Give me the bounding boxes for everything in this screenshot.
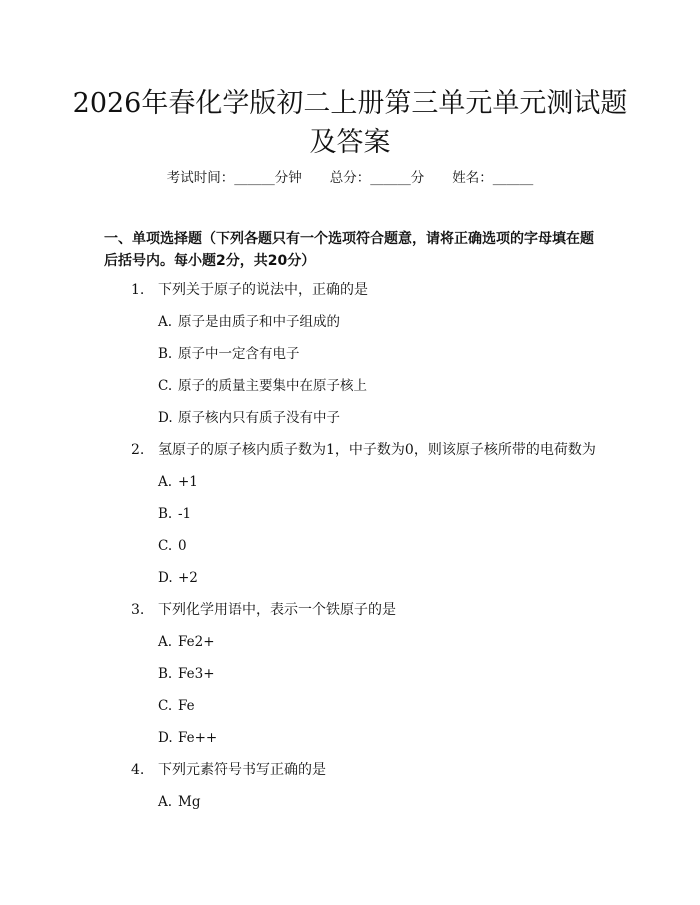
- document-title: 2026年春化学版初二上册第三单元单元测试题及答案: [72, 88, 628, 158]
- option-letter: C.: [158, 378, 173, 394]
- question-number: 2.: [131, 442, 145, 458]
- option-text: Fe3+: [178, 666, 215, 682]
- question-text: 下列化学用语中，表示一个铁原子的是: [158, 602, 396, 618]
- option-text: -1: [178, 506, 192, 522]
- exam-meta-line: [0, 168, 700, 188]
- total-score-label: 总分：______分: [329, 170, 425, 186]
- exam-time-label: 考试时间：______分钟: [166, 170, 302, 186]
- question-text: 下列关于原子的说法中，正确的是: [158, 282, 368, 298]
- option-item: [158, 632, 215, 652]
- option-text: Mg: [178, 794, 201, 810]
- option-item: [158, 728, 217, 748]
- option-letter: C.: [158, 698, 173, 714]
- option-item: [158, 792, 200, 812]
- option-item: [158, 344, 300, 364]
- option-letter: A.: [158, 474, 173, 490]
- section-heading-single-choice: 一、单项选择题（下列各题只有一个选项符合题意，请将正确选项的字母填在题后括号内。每小题2分，共20分）: [104, 231, 594, 269]
- question-number: 3.: [131, 602, 145, 618]
- option-letter: B.: [158, 346, 173, 362]
- option-letter: C.: [158, 538, 173, 554]
- question-text: 下列元素符号书写正确的是: [158, 762, 326, 778]
- option-item: [158, 376, 367, 396]
- option-text: +2: [178, 570, 198, 586]
- option-item: [158, 664, 215, 684]
- option-item: [158, 568, 198, 588]
- option-item: [158, 696, 195, 716]
- option-letter: B.: [158, 506, 173, 522]
- option-letter: A.: [158, 634, 173, 650]
- option-text: 原子核内只有质子没有中子: [178, 410, 340, 426]
- option-item: [158, 504, 191, 524]
- question-number: 4.: [131, 762, 145, 778]
- question-text: 氢原子的原子核内质子数为1，中子数为0，则该原子核所带的电荷数为: [158, 442, 596, 458]
- option-letter: D.: [158, 410, 173, 426]
- option-text: 原子的质量主要集中在原子核上: [178, 378, 367, 394]
- option-item: [158, 312, 340, 332]
- option-item: [158, 472, 198, 492]
- option-text: 原子是由质子和中子组成的: [178, 314, 340, 330]
- option-text: Fe: [178, 698, 195, 714]
- option-text: Fe++: [178, 730, 218, 746]
- option-letter: B.: [158, 666, 173, 682]
- option-text: 0: [178, 538, 187, 554]
- option-text: Fe2+: [178, 634, 215, 650]
- option-text: 原子中一定含有电子: [178, 346, 300, 362]
- question-number: 1.: [131, 282, 145, 298]
- student-name-label: 姓名：______: [452, 170, 534, 186]
- option-letter: D.: [158, 570, 173, 586]
- option-text: +1: [178, 474, 198, 490]
- option-item: [158, 536, 187, 556]
- option-letter: D.: [158, 730, 173, 746]
- option-letter: A.: [158, 314, 173, 330]
- option-letter: A.: [158, 794, 173, 810]
- option-item: [158, 408, 340, 428]
